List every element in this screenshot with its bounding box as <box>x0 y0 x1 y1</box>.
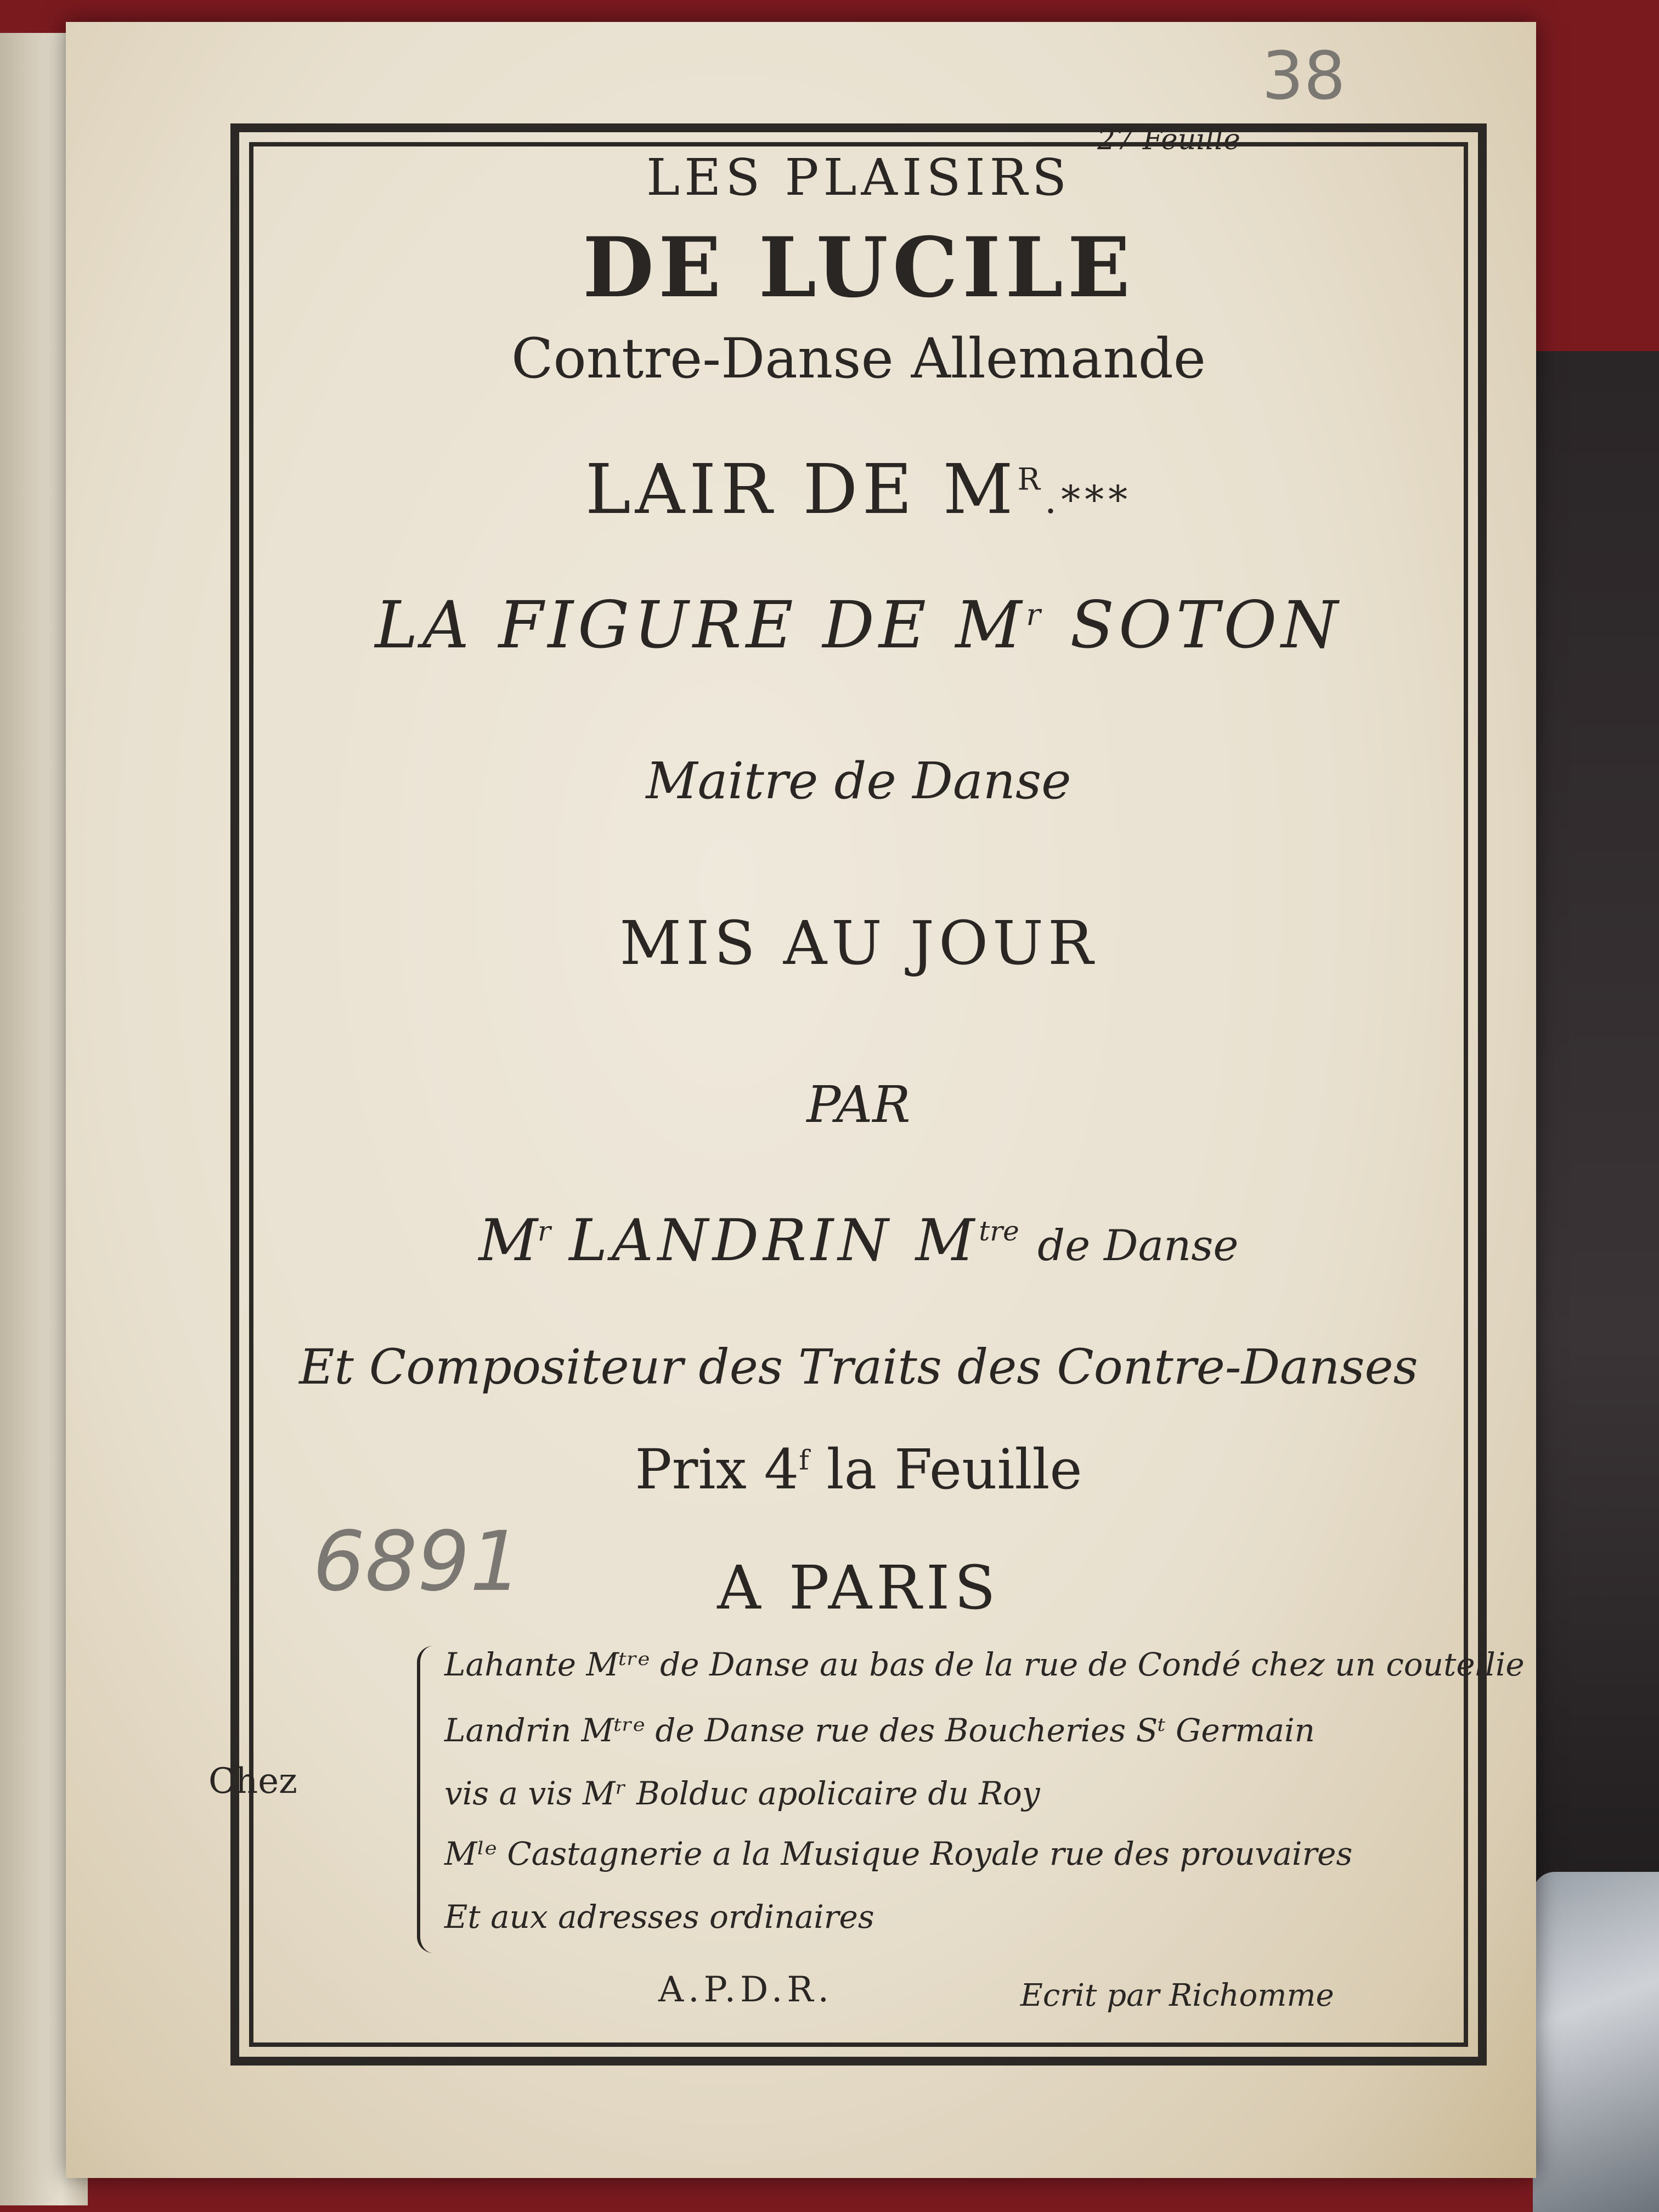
compositeur-line: Et Compositeur des Traits des Contre-Danses <box>299 1339 1418 1395</box>
author-name: LANDRIN M <box>569 1207 979 1274</box>
address-brace <box>417 1646 442 1953</box>
engraver-credit: Ecrit par Richomme <box>1020 1978 1334 2013</box>
address-line-3: vis a vis Mʳ Bolduc apolicaire du Roy <box>444 1775 1040 1812</box>
price-line <box>249 1437 1468 1502</box>
laptop-corner <box>1533 1872 1659 2212</box>
author-line <box>249 1207 1468 1274</box>
title-line-2: DE LUCILE <box>582 219 1135 316</box>
air-suffix: .*** <box>1044 477 1132 522</box>
place-line: A PARIS <box>717 1553 1000 1623</box>
mis-au-jour: MIS AU JOUR <box>619 908 1098 978</box>
air-sup: R <box>1017 461 1045 497</box>
figure-line <box>249 587 1468 663</box>
address-line-1: Lahante Mᵗʳᵉ de Danse au bas de la rue de Condé chez un coutellie <box>444 1646 1525 1683</box>
privilege: A.P.D.R. <box>658 1970 833 2010</box>
address-line-4: Mˡᵉ Castagnerie a la Musique Royale rue des prouvaires <box>444 1835 1353 1872</box>
figure-name: SOTON <box>1070 587 1342 663</box>
title-page <box>66 22 1536 2178</box>
figure-sup: r <box>1026 597 1045 633</box>
price-b: la Feuille <box>826 1437 1082 1502</box>
shelfmark: 6891 <box>313 1514 522 1610</box>
author-suffix: de Danse <box>1037 1221 1239 1271</box>
air-prefix: LAIR DE M <box>585 450 1018 529</box>
par-line: PAR <box>806 1075 911 1134</box>
pencil-number: 38 <box>1262 38 1346 115</box>
air-line <box>249 450 1468 529</box>
author-prefix: M <box>478 1207 538 1274</box>
sheet-count: 27 Feuille <box>1097 123 1240 156</box>
address-line-2: Landrin Mᵗʳᵉ de Danse rue des Boucheries Sᵗ Germain <box>444 1712 1315 1749</box>
author-sup2: tre <box>979 1215 1019 1247</box>
price-a: Prix 4 <box>635 1437 799 1502</box>
chez-label: Chez <box>208 1761 297 1802</box>
figure-prefix: LA FIGURE DE M <box>375 587 1026 663</box>
maitre-line: Maitre de Danse <box>646 752 1071 810</box>
address-line-5: Et aux adresses ordinaires <box>444 1898 874 1936</box>
price-sup: f <box>799 1444 809 1476</box>
author-sup: r <box>537 1215 551 1247</box>
title-line-3: Contre-Danse Allemande <box>511 326 1206 391</box>
title-line-1: LES PLAISIRS <box>646 148 1071 207</box>
